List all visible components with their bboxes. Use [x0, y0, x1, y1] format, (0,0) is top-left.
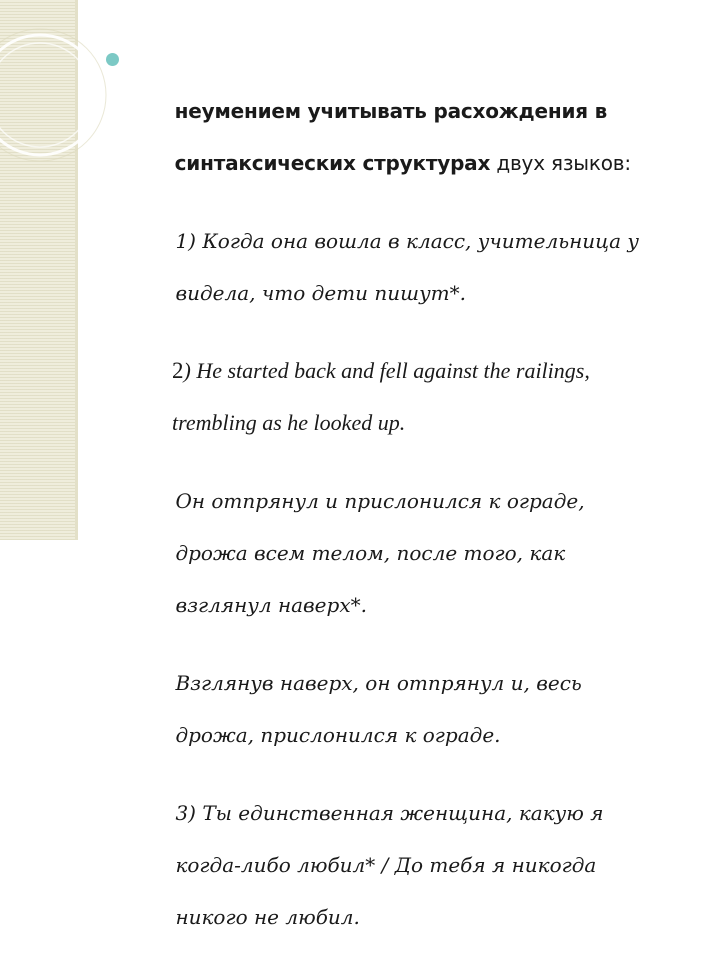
example-3-line-3: никого не любил.	[175, 905, 360, 929]
example-1	[128, 202, 698, 332]
example-2-translation-2	[128, 644, 698, 774]
bullet-dot	[106, 53, 119, 66]
example-3-line-2: когда-либо любил* / До тебя я никогда	[175, 853, 597, 877]
example-2-english-line-1: ) He started back and fell against the railings,	[183, 358, 590, 383]
translation-1-line-3: взглянул наверх*.	[175, 593, 367, 617]
bullet-item	[128, 46, 698, 202]
translation-1-line-2: дрожа всем телом, после того, как	[175, 541, 566, 565]
translation-1-line-1: Он отпрянул и прислонился к ограде,	[175, 489, 585, 513]
example-1-line-2: видела, что дети пишут*.	[175, 281, 466, 305]
example-3	[128, 774, 698, 956]
example-3-line-1: 3) Ты единственная женщина, какую я	[175, 801, 604, 825]
example-2-english-line-2: trembling as he looked up.	[172, 410, 406, 435]
decorative-side-strip	[0, 0, 78, 540]
example-1-line-1: 1) Когда она вошла в класс, учительница у	[175, 229, 640, 253]
bullet-normal-text: двух языков:	[490, 151, 631, 175]
bullet-bold-text-2: синтаксических структурах	[174, 151, 491, 175]
slide-content	[128, 46, 698, 956]
example-2-english	[128, 332, 698, 462]
translation-2-line-1: Взглянув наверх, он отпрянул и, весь	[175, 671, 582, 695]
translation-2-line-2: дрожа, прислонился к ограде.	[175, 723, 501, 747]
example-2-translation-1	[128, 462, 698, 644]
example-2-number: 2	[172, 358, 184, 383]
bullet-bold-text-1: неумением учитывать расхождения в	[174, 99, 608, 123]
